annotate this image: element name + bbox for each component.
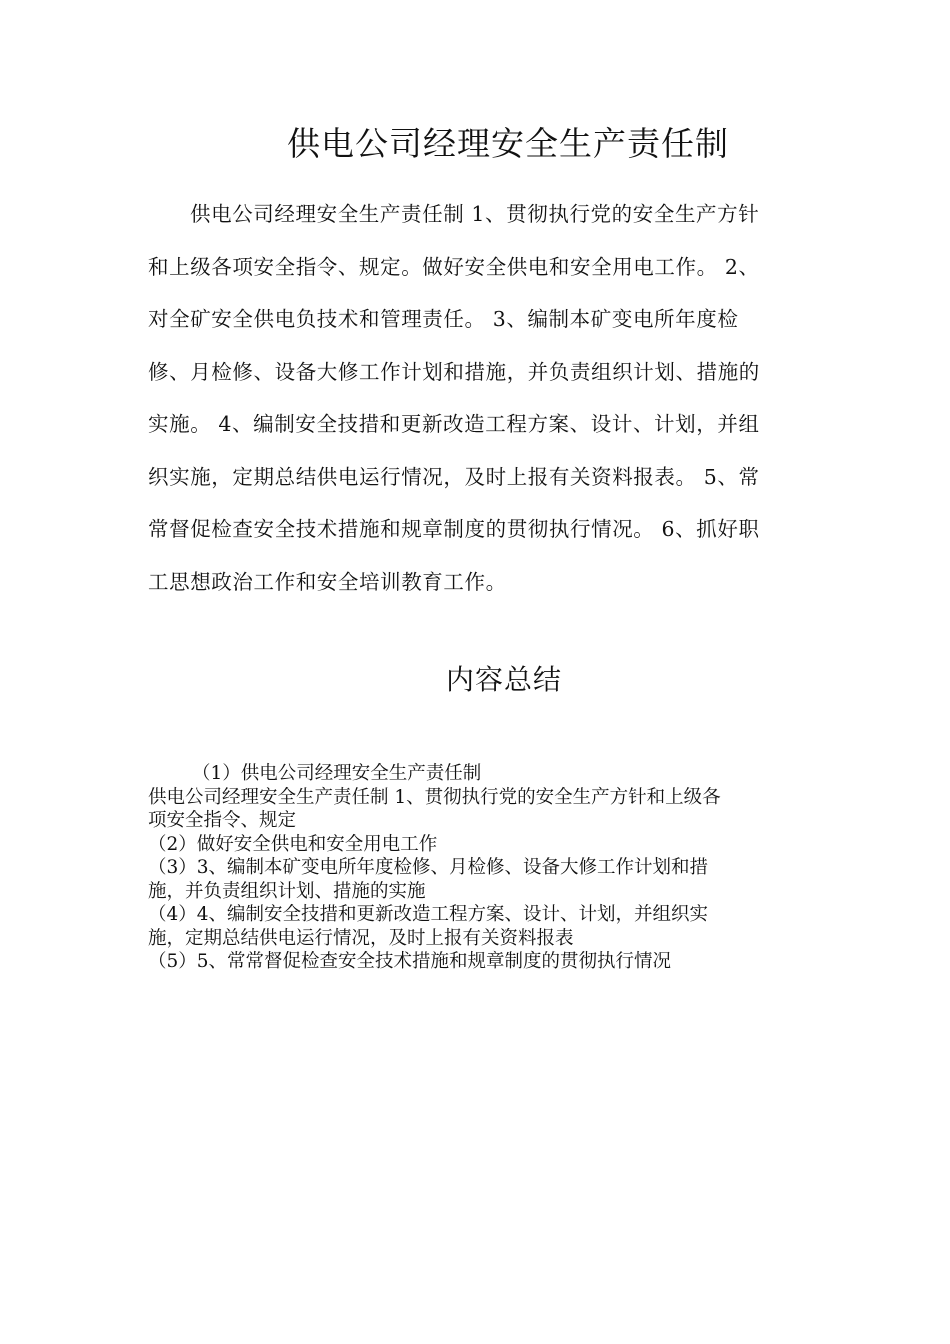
body-line: 对全矿安全供电负技术和管理责任。 3、编制本矿变电所年度检 xyxy=(148,307,739,331)
summary-title: 内容总结 xyxy=(445,663,562,696)
body-line: 实施。 4、编制安全技措和更新改造工程方案、设计、计划，并组 xyxy=(148,412,760,436)
summary-line: 项安全指令、规定 xyxy=(148,810,297,831)
body-line: 工思想政治工作和安全培训教育工作。 xyxy=(148,569,507,594)
summary-line: 施，定期总结供电运行情况，及时上报有关资料报表 xyxy=(148,927,574,949)
body-line: 织实施，定期总结供电运行情况，及时上报有关资料报表。 5、常 xyxy=(148,464,760,489)
body-line: 常督促检查安全技术措施和规章制度的贯彻执行情况。 6、抓好职 xyxy=(148,517,760,541)
summary-line: （2）做好安全供电和安全用电工作 xyxy=(148,833,438,855)
body-line: 供电公司经理安全生产责任制 1、贯彻执行党的安全生产方针 xyxy=(190,202,760,226)
summary-line: （5）5、常常督促检查安全技术措施和规章制度的贯彻执行情况 xyxy=(148,951,672,972)
body-line: 修、月检修、设备大修工作计划和措施，并负责组织计划、措施的 xyxy=(148,359,760,384)
summary-line: 施，并负责组织计划、措施的实施 xyxy=(148,880,426,902)
summary-line: 供电公司经理安全生产责任制 1、贯彻执行党的安全生产方针和上级各 xyxy=(148,786,721,808)
summary-line: （1）供电公司经理安全生产责任制 xyxy=(192,763,482,784)
body-line: 和上级各项安全指令、规定。做好安全供电和安全用电工作。 2、 xyxy=(148,254,760,279)
summary-line: （3）3、编制本矿变电所年度检修、月检修、设备大修工作计划和措 xyxy=(148,857,709,878)
summary-line: （4）4、编制安全技措和更新改造工程方案、设计、计划，并组织实 xyxy=(148,904,709,925)
document-title: 供电公司经理安全生产责任制 xyxy=(287,124,729,163)
summary-body xyxy=(148,762,808,974)
document-body xyxy=(148,196,803,616)
